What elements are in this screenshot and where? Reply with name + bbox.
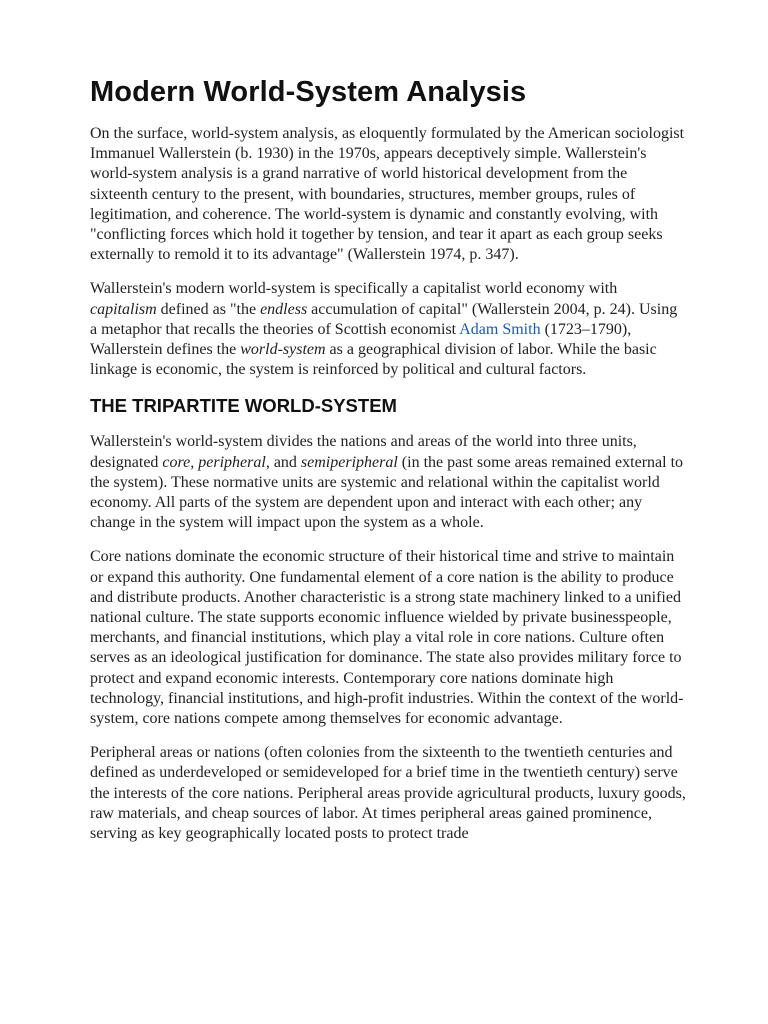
emphasis-world-system: world-system	[240, 341, 326, 359]
paragraph-capitalist-economy: Wallerstein's modern world-system is specifically a capitalist world economy with capitalism defined as "the endless accumulation of capital" (Wallerstein 2004, p. 24). Using a metaphor that recalls the theories of Scottish economist Adam Smith (1723–1790), Wallerstein defines the world-system as a geographical division of labor. While the basic linkage is economic, the system is reinforced by political and cultural factors.	[90, 280, 678, 379]
emphasis-semiperipheral: semiperipheral	[300, 453, 398, 471]
adam-smith-link[interactable]: Adam Smith	[459, 320, 541, 338]
emphasis-capitalism: capitalism	[90, 300, 157, 318]
section-heading: THE TRIPARTITE WORLD-SYSTEM	[90, 395, 397, 417]
paragraph-core-nations: Core nations dominate the economic structure of their historical time and strive to maintain or expand this authority. One fundamental element of a core nation is the ability to produce and distribute products. Another characteristic is a strong state machinery linked to a unified national culture. The state supports economic influence wielded by private businesspeople, merchants, and financial institutions, which play a vital role in core nations. Culture often serves as an ideological justification for dominance. The state also provides military force to protect and expand economic interests. Contemporary core nations dominate high technology, financial institutions, and high-profit industries. Within the context of the world-system, core nations compete among themselves for economic advantage.	[90, 548, 684, 728]
page-title: Modern World-System Analysis	[90, 76, 527, 108]
emphasis-core-peripheral: core, peripheral	[162, 453, 266, 471]
paragraph-peripheral-areas: Peripheral areas or nations (often colonies from the sixteenth to the twentieth centuries and defined as underdeveloped or semideveloped for a brief time in the twentieth century) serve the interests of the core nations. Peripheral areas provide agricultural products, luxury goods, raw materials, and cheap sources of labor. At times peripheral areas gained prominence, serving as key geographically located posts to protect trade	[90, 744, 686, 843]
paragraph-three-units: Wallerstein's world-system divides the nations and areas of the world into three units, designated core, peripheral, and semiperipheral (in the past some areas remained external to the system). These normative units are systemic and relational within the capitalist world economy. All parts of the system are dependent upon and interact with each other; any change in the system will impact upon the system as a whole.	[90, 433, 684, 532]
emphasis-endless: endless	[260, 300, 308, 318]
paragraph-intro: On the surface, world-system analysis, as eloquently formulated by the American sociologist Immanuel Wallerstein (b. 1930) in the 1970s, appears deceptively simple. Wallerstein's world-system analysis is a grand narrative of world historical development from the sixteenth century to the present, with boundaries, structures, member groups, rules of legitimation, and coherence. The world-system is dynamic and constantly evolving, with "conflicting forces which hold it together by tension, and tear it apart as each group seeks externally to remold it to its advantage" (Wallerstein 1974, p. 347).	[90, 125, 685, 264]
document-page	[90, 72, 686, 858]
